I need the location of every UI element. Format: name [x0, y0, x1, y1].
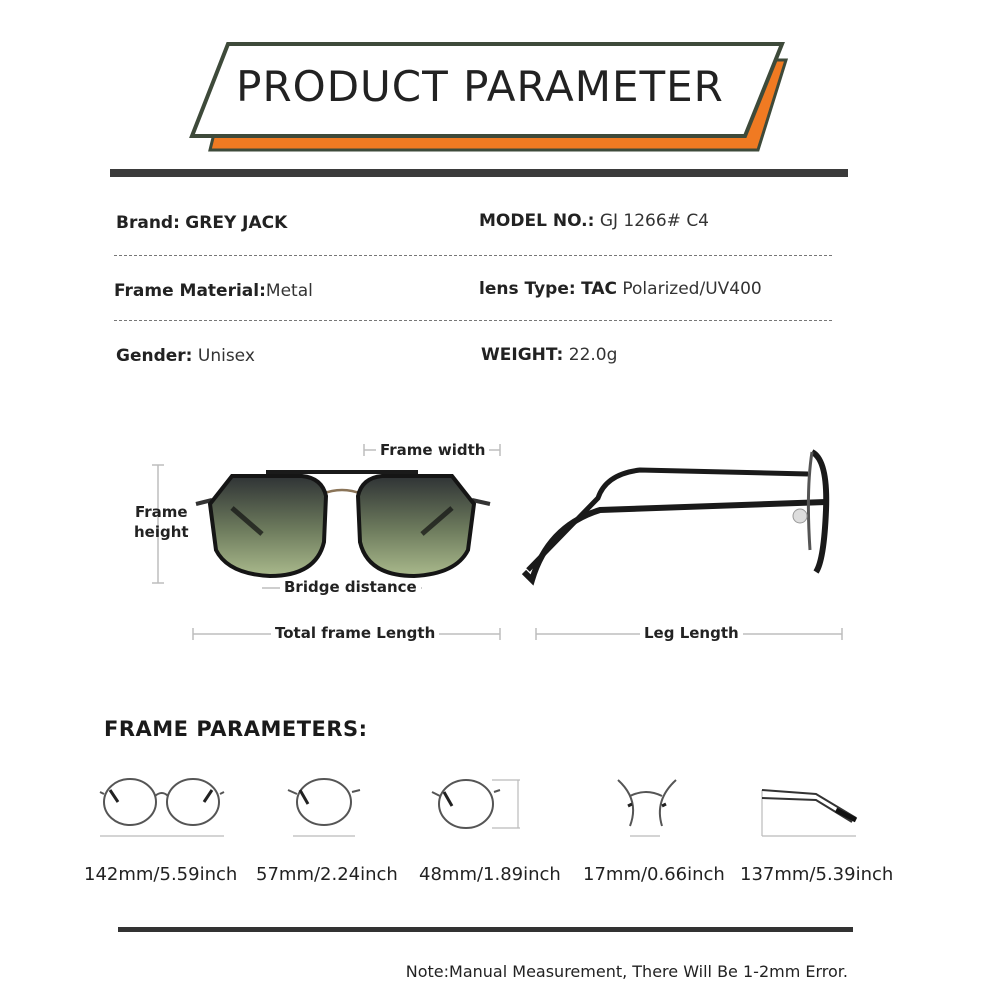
glasses-front-icon [196, 472, 490, 576]
spec-weight [481, 345, 617, 365]
spec-gender [116, 346, 255, 366]
bottom-divider [118, 927, 853, 932]
param-temple-length: 137mm/5.39inch [740, 864, 894, 885]
total-frame-length-label: Total frame Length [271, 624, 439, 642]
glasses-side-icon [524, 452, 826, 580]
spec-model [479, 211, 709, 231]
measurement-note: Note:Manual Measurement, There Will Be 1-2mm Error. [405, 962, 848, 981]
top-divider [110, 169, 848, 177]
spec-weight-label: WEIGHT: [481, 345, 564, 365]
spec-gender-label: Gender: [116, 346, 193, 366]
frame-parameter-icons [0, 770, 1000, 850]
leg-length-label: Leg Length [640, 624, 743, 642]
bridge-icon [618, 780, 676, 826]
frame-height-label [130, 502, 193, 542]
spec-weight-value: 22.0g [568, 345, 618, 365]
spec-brand [116, 213, 287, 233]
spec-model-value: GJ 1266# C4 [599, 211, 710, 231]
glasses-diagram [0, 430, 1000, 660]
spec-frame-material-value: Metal [265, 281, 313, 301]
param-lens-height: 48mm/1.89inch [419, 864, 561, 885]
spec-lens-type-material: TAC [581, 279, 617, 299]
param-bridge: 17mm/0.66inch [583, 864, 725, 885]
spec-lens-type-value: Polarized/UV400 [622, 279, 762, 299]
spec-frame-material [114, 281, 313, 301]
frame-parameters-title: FRAME PARAMETERS: [104, 717, 368, 741]
spec-lens-type [479, 279, 762, 299]
spec-brand-label: Brand: [116, 213, 180, 233]
spec-frame-material-label: Frame Material: [114, 281, 266, 301]
spec-divider [114, 320, 832, 321]
param-lens-width: 57mm/2.24inch [256, 864, 398, 885]
param-total-length: 142mm/5.59inch [84, 864, 238, 885]
lens-height-icon [432, 780, 500, 828]
spec-gender-value: Unisex [197, 346, 255, 366]
frame-height-label-line2: height [134, 523, 189, 541]
bridge-distance-label: Bridge distance [280, 578, 421, 596]
full-frame-icon [100, 779, 224, 825]
spec-divider [114, 255, 832, 256]
page-title: PRODUCT PARAMETER [236, 62, 724, 111]
spec-brand-value: GREY JACK [185, 213, 288, 233]
temple-icon [762, 790, 856, 822]
lens-width-icon [288, 779, 360, 825]
frame-width-label: Frame width [376, 441, 489, 459]
spec-model-label: MODEL NO.: [479, 211, 595, 231]
frame-height-label-line1: Frame [134, 503, 188, 521]
spec-lens-type-label: lens Type: [479, 279, 576, 299]
